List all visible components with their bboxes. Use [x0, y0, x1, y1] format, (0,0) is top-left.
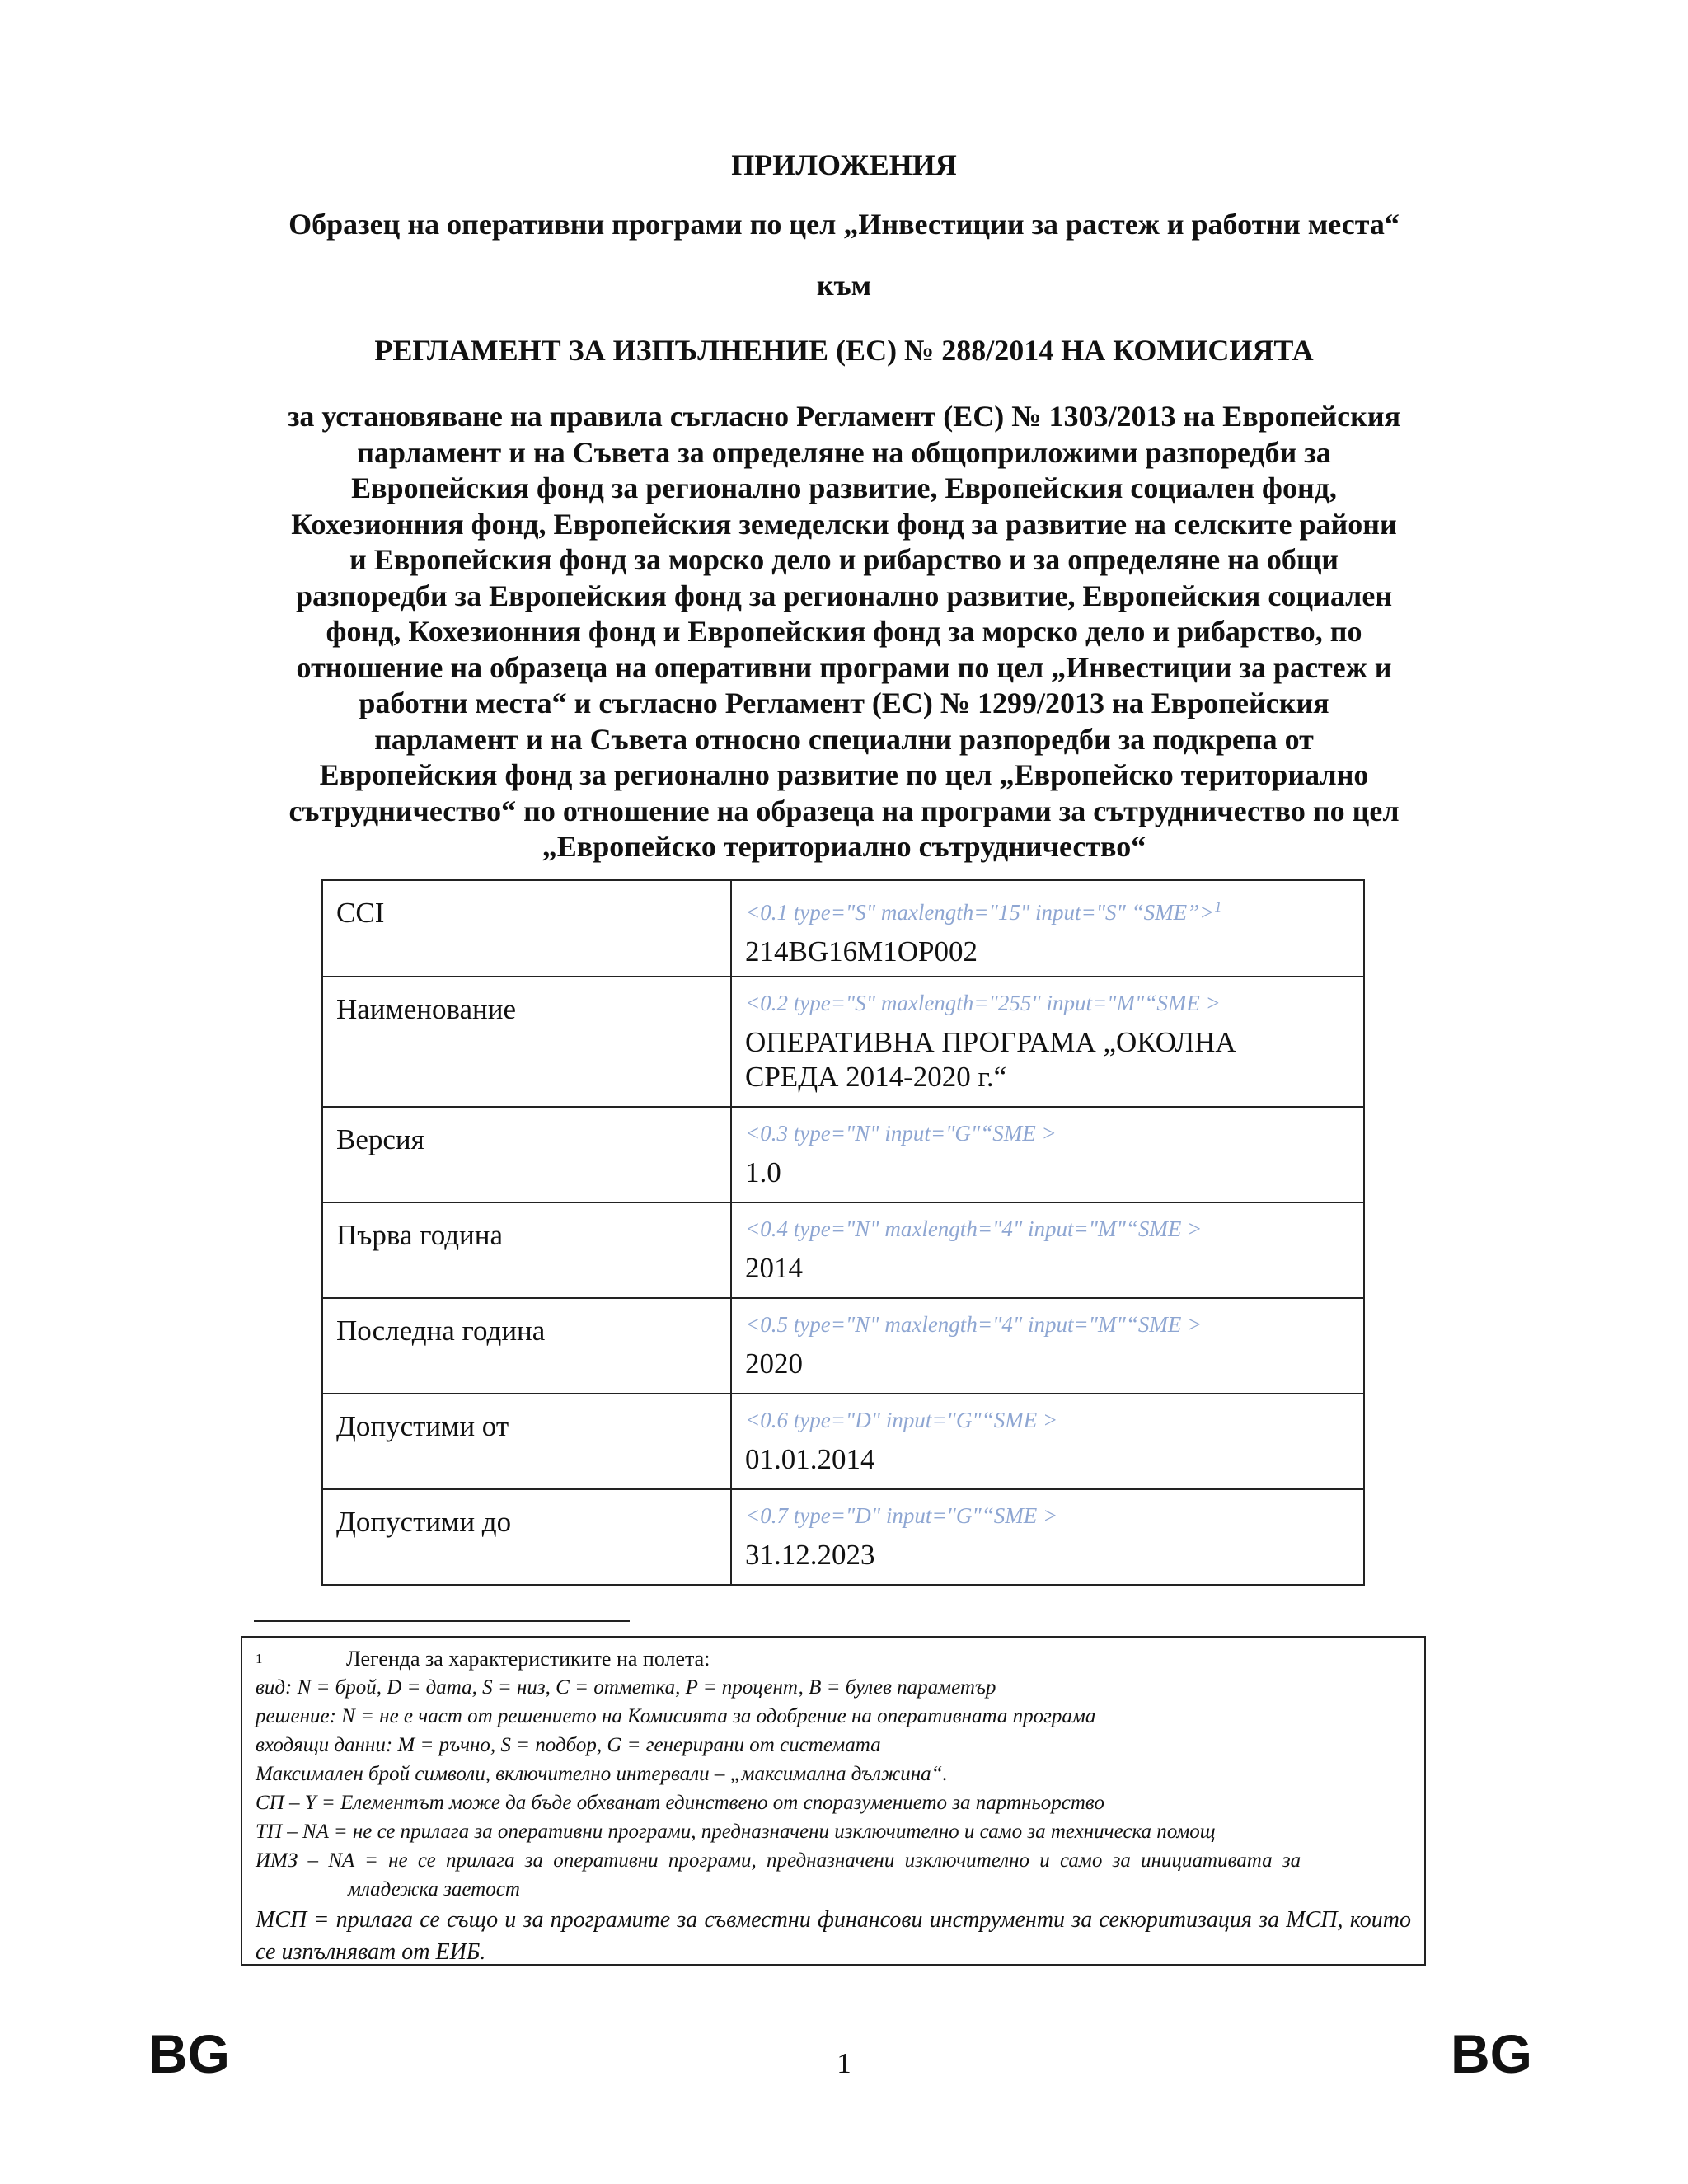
table-row [322, 977, 1364, 1107]
regulation-title: РЕГЛАМЕНТ ЗА ИЗПЪЛНЕНИЕ (ЕС) № 288/2014 НА КОМИСИЯТА [374, 334, 1314, 367]
description-line: за установяване на правила съгласно Регламент (ЕС) № 1303/2013 на Европейския [287, 400, 1401, 433]
eligible-until-value: 31.12.2023 [745, 1539, 875, 1571]
row-value-cell [731, 1394, 1364, 1489]
footnote-ref: 1 [1214, 898, 1222, 915]
cci-value: 214BG16M1OP002 [745, 935, 978, 968]
row-label-version: Версия [322, 1107, 731, 1202]
table-row [322, 1298, 1364, 1394]
description-line: фонд, Кохезионния фонд и Европейския фонд за морско дело и рибарство, по [326, 615, 1362, 648]
row-label-last-year: Последна година [322, 1298, 731, 1394]
legend-heading [256, 1644, 1411, 1673]
table-row [322, 1202, 1364, 1298]
footnote-legend-box [241, 1636, 1426, 1966]
description-line: Кохезионния фонд, Европейския земеделски фонд за развитие на селските райони [291, 507, 1397, 541]
table-row [322, 880, 1364, 977]
row-label-eligible-from: Допустими от [322, 1394, 731, 1489]
field-tag: <0.4 type="N" maxlength="4" input="M"“SME > [745, 1216, 1203, 1241]
title-value: ОПЕРАТИВНА ПРОГРАМА „ОКОЛНА СРЕДА 2014-2020 г.“ [745, 1026, 1236, 1093]
row-value-cell [731, 1202, 1364, 1298]
legend-line: решение: N = не е част от решението на Комисията за одобрение на оперативната програма [256, 1705, 1096, 1727]
description-line: Европейския фонд за регионално развитие по цел „Европейско териториално [319, 758, 1369, 791]
field-tag: <0.3 type="N" input="G"“SME > [745, 1121, 1057, 1146]
first-year-value: 2014 [745, 1252, 803, 1284]
regulation-description [239, 399, 1449, 865]
legend-line: СП – Y = Елементът може да бъде обхванат единствено от споразумението за партньорство [256, 1792, 1104, 1814]
description-line: парламент и на Съвета за определяне на общоприложими разпоредби за [357, 435, 1331, 469]
description-line: отношение на образеца на оперативни програми по цел „Инвестиции за растеж и [296, 650, 1392, 684]
eligible-from-value: 01.01.2014 [745, 1443, 875, 1475]
legend-line: входящи данни: M = ръчно, S = подбор, G = генерирани от системата [256, 1734, 881, 1756]
field-tag: <0.1 type="S" maxlength="15" input="S" “SME”>$^1$ [745, 898, 1222, 925]
description-line: разпоредби за Европейския фонд за регионално развитие, Европейския социален [295, 579, 1393, 612]
field-tag: <0.2 type="S" maxlength="255" input="M"“SME > [745, 991, 1221, 1015]
program-metadata-table [321, 879, 1365, 1586]
row-value-cell [731, 977, 1364, 1107]
description-line: сътрудничество“ по отношение на образеца на програми за сътрудничество по цел [288, 794, 1400, 827]
field-tag: <0.7 type="D" input="G"“SME > [745, 1503, 1058, 1528]
legend-line-ymz: ИМЗ – NA = не се прилага за оперативни програми, предназначени изключително и само за инициативата за [256, 1849, 1301, 1872]
row-value-cell [731, 880, 1364, 977]
row-label-eligible-until: Допустими до [322, 1489, 731, 1585]
legend-line-sme: МСП = прилага се също и за програмите за съвместни финансови инструменти за секюритизация за МСП, които се изпълняват от ЕИБ. [256, 1907, 1411, 1965]
row-label-cci: CCI [322, 880, 731, 977]
annex-title: ПРИЛОЖЕНИЯ [731, 148, 957, 181]
language-code-right: BG [1451, 2023, 1532, 2084]
legend-line-ymz-cont: младежка заетост [348, 1878, 520, 1900]
description-line: парламент и на Съвета относно специални разпоредби за подкрепа от [374, 722, 1314, 756]
table-row [322, 1489, 1364, 1585]
version-value: 1.0 [745, 1156, 781, 1188]
field-tag: <0.6 type="D" input="G"“SME > [745, 1408, 1058, 1432]
legend-title: Легенда за характеристиките на полета: [346, 1647, 710, 1671]
row-value-cell [731, 1107, 1364, 1202]
table-row [322, 1107, 1364, 1202]
footnote-separator [254, 1620, 630, 1622]
row-value-cell [731, 1489, 1364, 1585]
footnote-number: 1 [256, 1651, 263, 1666]
page-number: 1 [837, 2047, 851, 2079]
legend-line: ТП – NA = не се прилага за оперативни програми, предназначени изключително и само за техническа помощ [256, 1821, 1216, 1843]
row-value-cell [731, 1298, 1364, 1394]
last-year-value: 2020 [745, 1347, 803, 1380]
table-row [322, 1394, 1364, 1489]
description-line: „Европейско териториално сътрудничество“ [542, 830, 1146, 863]
description-line: Европейския фонд за регионално развитие, Европейския социален фонд, [351, 471, 1337, 504]
description-line: работни места“ и съгласно Регламент (ЕС) № 1299/2013 на Европейския [359, 687, 1329, 719]
language-code-left: BG [148, 2023, 230, 2084]
field-tag: <0.5 type="N" maxlength="4" input="M"“SME > [745, 1312, 1203, 1337]
row-label-first-year: Първа година [322, 1202, 731, 1298]
row-label-title: Наименование [322, 977, 731, 1107]
legend-line: вид: N = брой, D = дата, S = низ, C = отметка, P = процент, B = булев параметър [256, 1676, 996, 1699]
template-subtitle: Образец на оперативни програми по цел „Инвестиции за растеж и работни места“ [288, 208, 1400, 241]
legend-line: Максимален брой символи, включително интервали – „максимална дължина“. [256, 1763, 948, 1785]
description-line: и Европейския фонд за морско дело и рибарство и за определяне на общи [349, 543, 1339, 576]
to-label: към [816, 269, 872, 302]
